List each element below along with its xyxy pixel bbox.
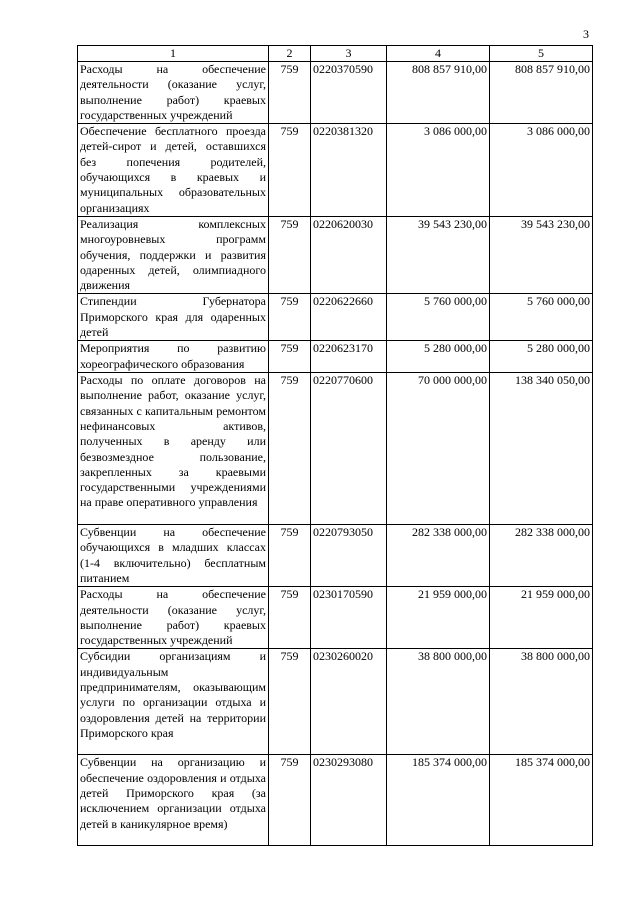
table-row (78, 587, 593, 649)
table-row (78, 525, 593, 587)
amount-col4: 39 543 230,00 (387, 216, 490, 293)
department-code: 759 (269, 62, 311, 124)
amount-col4: 808 857 910,00 (387, 62, 490, 124)
table-row (78, 755, 593, 846)
department-code: 759 (269, 294, 311, 341)
amount-col4: 5 280 000,00 (387, 341, 490, 373)
target-article: 0220620030 (311, 216, 387, 293)
table-row (78, 294, 593, 341)
amount-col4: 5 760 000,00 (387, 294, 490, 341)
expense-name: Субвенции на организацию и обеспечение оздоровления и отдыха детей Приморского края (за исключением организации отдыха детей в каникулярное время) (78, 755, 269, 846)
column-header: 1 (78, 46, 269, 62)
amount-col4: 70 000 000,00 (387, 373, 490, 525)
amount-col5: 808 857 910,00 (490, 62, 593, 124)
amount-col5: 3 086 000,00 (490, 124, 593, 217)
amount-col5: 138 340 050,00 (490, 373, 593, 525)
target-article: 0220622660 (311, 294, 387, 341)
amount-col5: 39 543 230,00 (490, 216, 593, 293)
amount-col4: 185 374 000,00 (387, 755, 490, 846)
department-code: 759 (269, 649, 311, 755)
target-article: 0220623170 (311, 341, 387, 373)
column-header: 5 (490, 46, 593, 62)
department-code: 759 (269, 755, 311, 846)
expense-name: Стипендии Губернатора Приморского края для одаренных детей (78, 294, 269, 341)
table-row (78, 62, 593, 124)
amount-col5: 21 959 000,00 (490, 587, 593, 649)
amount-col5: 38 800 000,00 (490, 649, 593, 755)
amount-col4: 38 800 000,00 (387, 649, 490, 755)
column-header: 4 (387, 46, 490, 62)
amount-col5: 282 338 000,00 (490, 525, 593, 587)
column-header: 3 (311, 46, 387, 62)
target-article: 0230293080 (311, 755, 387, 846)
expense-name: Мероприятия по развитию хореографического образования (78, 341, 269, 373)
expense-name: Расходы на обеспечение деятельности (оказание услуг, выполнение работ) краевых государственных учреждений (78, 62, 269, 124)
amount-col4: 282 338 000,00 (387, 525, 490, 587)
department-code: 759 (269, 587, 311, 649)
department-code: 759 (269, 525, 311, 587)
amount-col4: 21 959 000,00 (387, 587, 490, 649)
amount-col4: 3 086 000,00 (387, 124, 490, 217)
expense-name: Субсидии организациям и индивидуальным предпринимателям, оказывающим услуги по организации отдыха и оздоровления детей на территории Приморского края (78, 649, 269, 755)
table-header-row (78, 46, 593, 62)
expense-name: Обеспечение бесплатного проезда детей-сирот и детей, оставшихся без попечения родителей, обучающихся в краевых и муниципальных образовательных организациях (78, 124, 269, 217)
department-code: 759 (269, 124, 311, 217)
table-row (78, 341, 593, 373)
target-article: 0230260020 (311, 649, 387, 755)
expense-name: Расходы на обеспечение деятельности (оказание услуг, выполнение работ) краевых государственных учреждений (78, 587, 269, 649)
target-article: 0230170590 (311, 587, 387, 649)
page-number: 3 (583, 27, 589, 41)
table-row (78, 373, 593, 525)
target-article: 0220770600 (311, 373, 387, 525)
expense-name: Реализация комплексных многоуровневых программ обучения, поддержки и развития одаренных детей, олимпиадного движения (78, 216, 269, 293)
table-row (78, 124, 593, 217)
department-code: 759 (269, 341, 311, 373)
amount-col5: 5 280 000,00 (490, 341, 593, 373)
expense-name: Субвенции на обеспечение обучающихся в младших классах (1-4 включительно) бесплатным питанием (78, 525, 269, 587)
amount-col5: 185 374 000,00 (490, 755, 593, 846)
amount-col5: 5 760 000,00 (490, 294, 593, 341)
department-code: 759 (269, 373, 311, 525)
target-article: 0220793050 (311, 525, 387, 587)
column-header: 2 (269, 46, 311, 62)
budget-table (77, 45, 593, 846)
table-row (78, 216, 593, 293)
expense-name: Расходы по оплате договоров на выполнение работ, оказание услуг, связанных с капитальным ремонтом нефинансовых активов, полученных в аренду или безвозмездное пользование, закрепленных за краевыми государственными учреждениями на праве оперативного управления (78, 373, 269, 525)
target-article: 0220381320 (311, 124, 387, 217)
target-article: 0220370590 (311, 62, 387, 124)
department-code: 759 (269, 216, 311, 293)
table-row (78, 649, 593, 755)
